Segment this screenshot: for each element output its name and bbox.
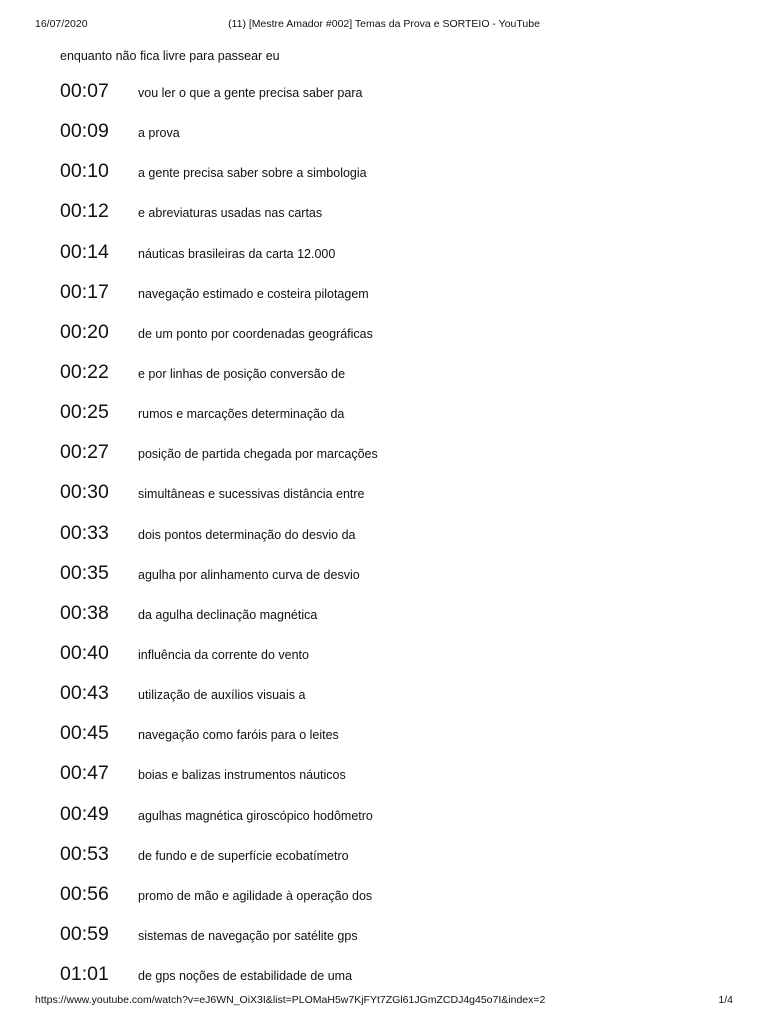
- transcript-segment: [60, 720, 720, 760]
- transcript-first-line: enquanto não fica livre para passear eu: [60, 49, 280, 63]
- segment-timestamp: 00:35: [60, 561, 109, 584]
- segment-timestamp: 00:09: [60, 120, 109, 143]
- transcript-segment: [60, 359, 720, 399]
- transcript: [60, 46, 720, 1001]
- segment-caption: de fundo e de superfície ecobatímetro: [138, 848, 349, 863]
- transcript-segment: [60, 239, 720, 279]
- transcript-segment: [60, 118, 720, 158]
- transcript-segment: [60, 198, 720, 238]
- segment-caption: e por linhas de posição conversão de: [138, 366, 346, 381]
- print-page-title: (11) [Mestre Amador #002] Temas da Prova e SORTEIO - YouTube: [228, 18, 540, 30]
- segment-timestamp: 00:14: [60, 240, 109, 263]
- transcript-segments: [60, 78, 720, 1001]
- segment-caption: agulha por alinhamento curva de desvio: [138, 567, 360, 582]
- segment-caption: a prova: [138, 126, 180, 141]
- segment-caption: navegação estimado e costeira pilotagem: [138, 286, 369, 301]
- transcript-segment: [60, 439, 720, 479]
- segment-caption: agulhas magnética giroscópico hodômetro: [138, 808, 373, 823]
- segment-timestamp: 00:22: [60, 360, 109, 383]
- print-url: https://www.youtube.com/watch?v=eJ6WN_OiX3I&list=PLOMaH5w7KjFYt7ZGl61JGmZCDJ4g45o7I&index=2: [35, 994, 546, 1006]
- segment-timestamp: 00:49: [60, 802, 109, 825]
- segment-timestamp: 00:30: [60, 481, 109, 504]
- transcript-segment: [60, 680, 720, 720]
- transcript-segment: [60, 560, 720, 600]
- segment-timestamp: 00:10: [60, 160, 109, 183]
- segment-caption: promo de mão e agilidade à operação dos: [138, 888, 373, 903]
- segment-timestamp: 00:56: [60, 882, 109, 905]
- segment-caption: a gente precisa saber sobre a simbologia: [138, 166, 367, 181]
- segment-timestamp: 00:17: [60, 280, 109, 303]
- segment-caption: da agulha declinação magnética: [138, 607, 318, 622]
- print-header: [35, 17, 733, 31]
- page-number: 1/4: [718, 994, 733, 1006]
- segment-timestamp: 00:07: [60, 80, 109, 102]
- transcript-segment: [60, 760, 720, 800]
- segment-timestamp: 01:01: [60, 963, 109, 986]
- transcript-segment: [60, 520, 720, 560]
- segment-caption: de gps noções de estabilidade de uma: [138, 969, 353, 984]
- segment-caption: boias e balizas instrumentos náuticos: [138, 768, 346, 783]
- transcript-segment: [60, 600, 720, 640]
- segment-timestamp: 00:53: [60, 842, 109, 865]
- segment-caption: rumos e marcações determinação da: [138, 407, 345, 422]
- segment-timestamp: 00:40: [60, 641, 109, 664]
- segment-timestamp: 00:25: [60, 401, 109, 424]
- segment-timestamp: 00:27: [60, 441, 109, 464]
- segment-caption: sistemas de navegação por satélite gps: [138, 928, 358, 943]
- transcript-segment: [60, 881, 720, 921]
- segment-caption: e abreviaturas usadas nas cartas: [138, 206, 323, 221]
- segment-caption: navegação como faróis para o leites: [138, 728, 339, 743]
- segment-timestamp: 00:43: [60, 682, 109, 705]
- transcript-segment: [60, 479, 720, 519]
- transcript-segment: [60, 399, 720, 439]
- transcript-segment: [60, 921, 720, 961]
- segment-caption: posição de partida chegada por marcações: [138, 447, 378, 462]
- segment-timestamp: 00:38: [60, 601, 109, 624]
- transcript-segment: [60, 801, 720, 841]
- segment-caption: de um ponto por coordenadas geográficas: [138, 326, 373, 341]
- segment-timestamp: 00:59: [60, 922, 109, 945]
- segment-timestamp: 00:20: [60, 320, 109, 343]
- transcript-segment: [60, 319, 720, 359]
- segment-caption: náuticas brasileiras da carta 12.000: [138, 246, 336, 261]
- transcript-segment: [60, 158, 720, 198]
- segment-timestamp: 00:33: [60, 521, 109, 544]
- transcript-segment: [60, 78, 720, 118]
- segment-caption: influência da corrente do vento: [138, 647, 309, 662]
- segment-timestamp: 00:45: [60, 722, 109, 745]
- segment-caption: vou ler o que a gente precisa saber para: [138, 86, 363, 100]
- transcript-segment: [60, 279, 720, 319]
- transcript-segment: [60, 841, 720, 881]
- segment-timestamp: 00:47: [60, 762, 109, 785]
- segment-timestamp: 00:12: [60, 200, 109, 223]
- transcript-segment: [60, 640, 720, 680]
- segment-caption: utilização de auxílios visuais a: [138, 688, 306, 703]
- segment-caption: dois pontos determinação do desvio da: [138, 527, 356, 542]
- print-date: 16/07/2020: [35, 18, 88, 30]
- segment-caption: simultâneas e sucessivas distância entre: [138, 487, 365, 502]
- print-footer: [35, 993, 733, 1007]
